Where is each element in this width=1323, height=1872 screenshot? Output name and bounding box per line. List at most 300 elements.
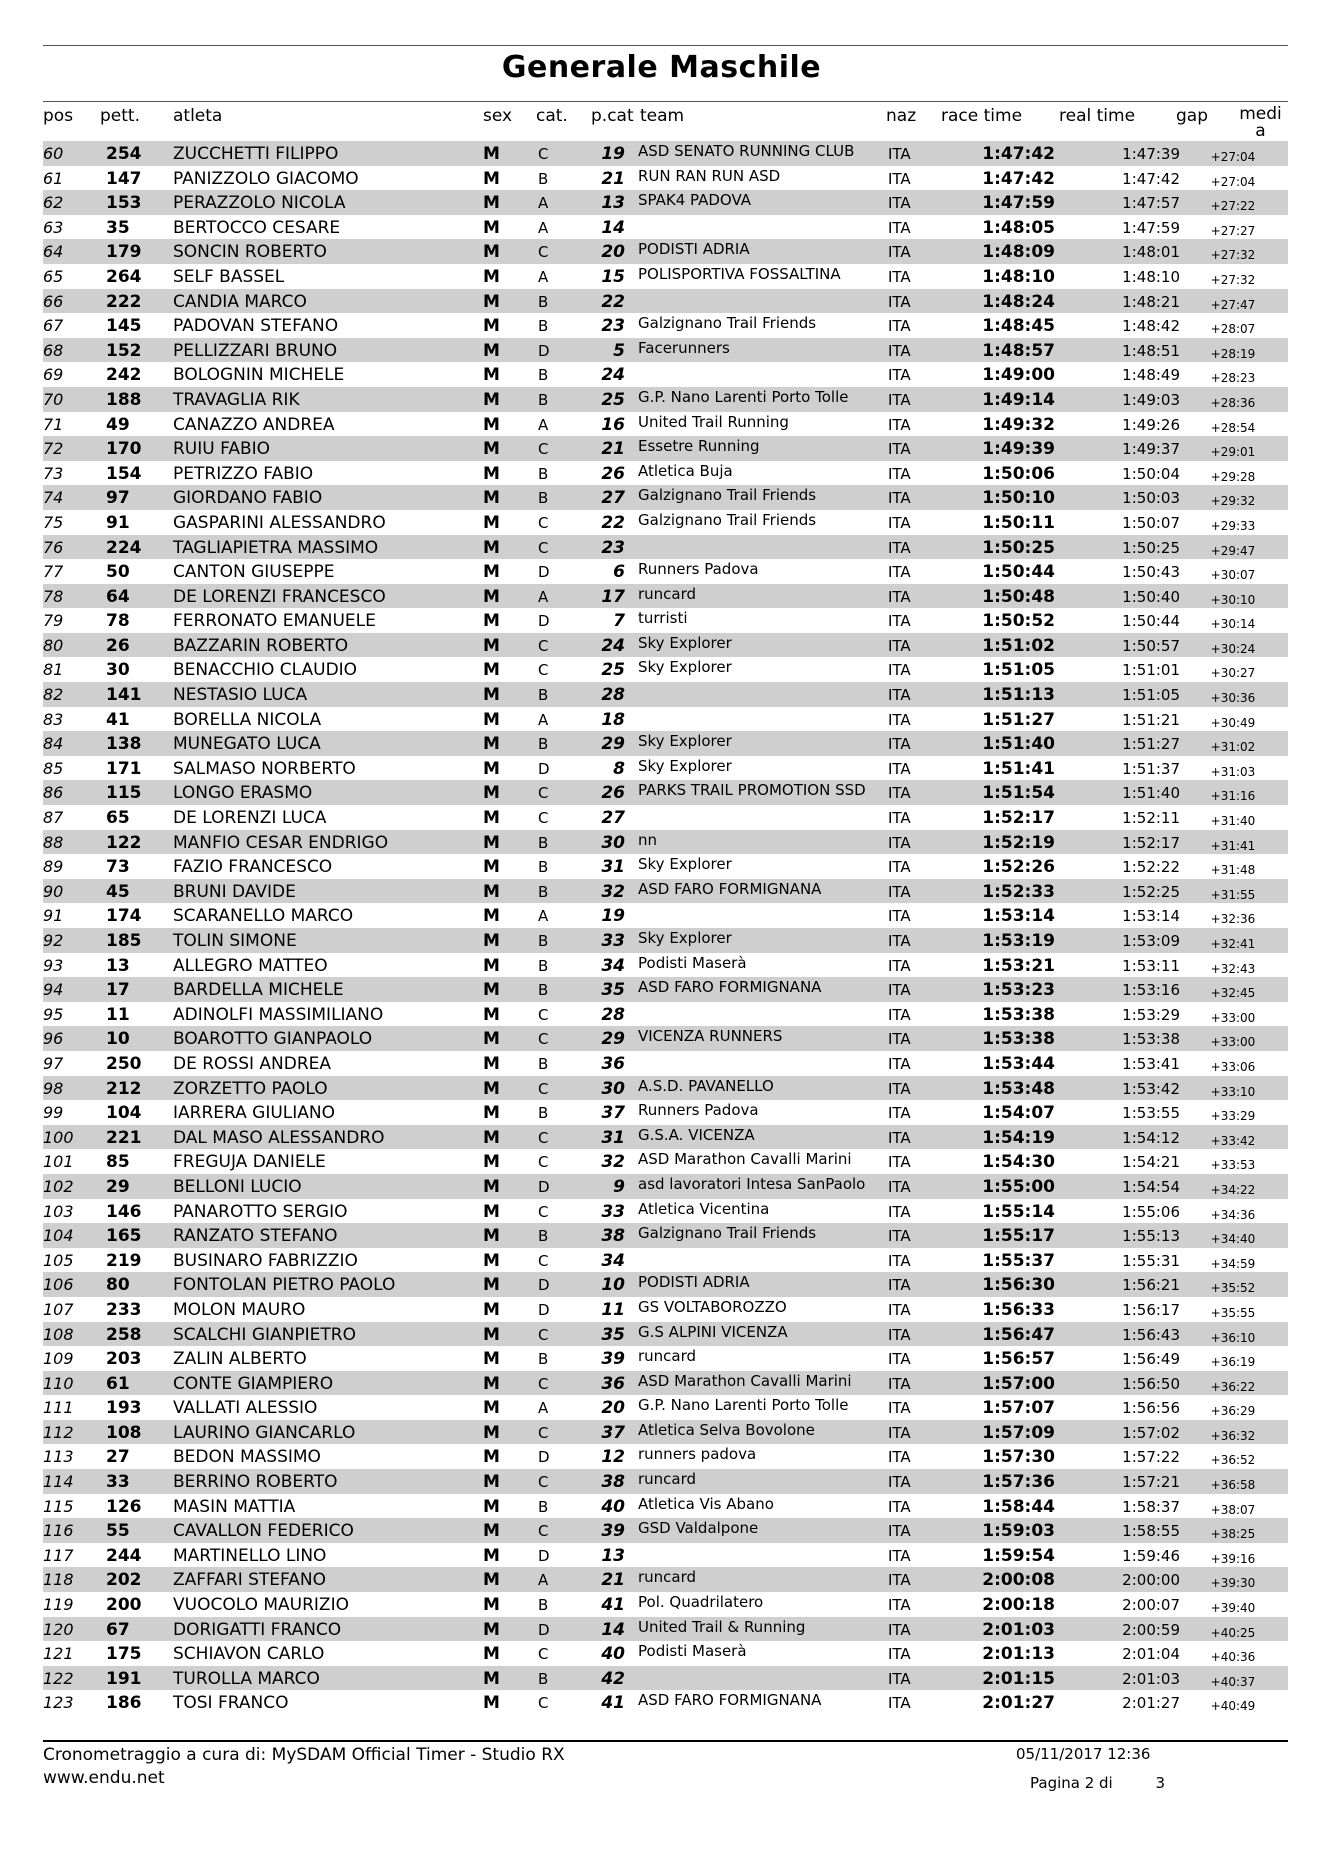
cell-pos: 71 — [43, 414, 64, 434]
cell-atleta: MANFIO CESAR ENDRIGO — [173, 832, 389, 853]
cell-pcat: 16 — [601, 414, 625, 435]
cell-cat: D — [538, 759, 550, 778]
cell-gap: +32:45 — [1210, 986, 1256, 1001]
cell-team: Podisti Maserà — [638, 953, 747, 972]
cell-gap: +29:01 — [1210, 445, 1256, 460]
cell-naz: ITA — [888, 1325, 911, 1344]
cell-gap: +32:36 — [1210, 912, 1256, 927]
cell-cat: C — [538, 1423, 549, 1442]
cell-race-time: 1:50:11 — [982, 512, 1055, 533]
cell-pett: 146 — [106, 1201, 142, 1222]
cell-pett: 203 — [106, 1349, 142, 1370]
cell-pos: 76 — [43, 537, 64, 557]
cell-cat: D — [538, 1620, 550, 1639]
cell-gap: +27:04 — [1210, 150, 1256, 164]
cell-pcat: 7 — [613, 611, 625, 632]
cell-pett: 200 — [106, 1595, 142, 1616]
table-row — [43, 1076, 1288, 1101]
cell-pos: 91 — [43, 906, 64, 926]
cell-pett: 191 — [106, 1668, 142, 1689]
cell-pos: 81 — [43, 660, 64, 680]
cell-real-time: 1:50:40 — [1122, 587, 1180, 606]
cell-sex: M — [483, 1176, 500, 1197]
table-row — [43, 1248, 1288, 1273]
cell-cat: C — [538, 1202, 549, 1221]
cell-team: Atletica Vis Abano — [638, 1494, 774, 1513]
cell-race-time: 2:01:03 — [982, 1619, 1055, 1640]
cell-pett: 26 — [106, 635, 130, 656]
cell-pcat: 33 — [601, 931, 625, 951]
cell-race-time: 1:47:42 — [982, 168, 1055, 189]
cell-race-time: 1:53:21 — [982, 955, 1055, 976]
cell-sex: M — [483, 562, 500, 583]
table-row — [43, 313, 1288, 338]
cell-naz: ITA — [888, 1645, 911, 1664]
cell-naz: ITA — [888, 932, 911, 950]
cell-pcat: 22 — [601, 291, 625, 312]
cell-cat: C — [538, 1153, 549, 1172]
cell-team: Galzignano Trail Friends — [638, 486, 817, 505]
cell-pett: 29 — [106, 1176, 130, 1197]
cell-naz: ITA — [888, 1177, 911, 1196]
cell-sex: M — [483, 1472, 500, 1493]
cell-pett: 153 — [106, 193, 142, 214]
cell-race-time: 1:59:03 — [982, 1521, 1055, 1542]
table-row — [43, 1002, 1288, 1027]
header-atleta: atleta — [173, 106, 223, 126]
cell-cat: C — [538, 784, 549, 803]
table-row — [43, 1026, 1288, 1051]
cell-atleta: SELF BASSEL — [173, 266, 285, 287]
cell-pos: 74 — [43, 488, 64, 508]
cell-race-time: 1:49:00 — [982, 365, 1055, 386]
cell-pos: 79 — [43, 611, 64, 631]
cell-pcat: 21 — [601, 1570, 625, 1591]
cell-pett: 65 — [106, 808, 130, 829]
table-row — [43, 879, 1288, 904]
cell-race-time: 1:58:44 — [982, 1496, 1055, 1517]
cell-gap: +36:19 — [1210, 1355, 1256, 1370]
cell-gap: +36:52 — [1210, 1453, 1256, 1468]
table-row — [43, 1149, 1288, 1174]
cell-sex: M — [483, 1570, 500, 1591]
cell-atleta: PANAROTTO SERGIO — [173, 1201, 348, 1222]
cell-real-time: 1:51:40 — [1122, 784, 1180, 803]
cell-team: PODISTI ADRIA — [638, 240, 750, 259]
cell-atleta: PELLIZZARI BRUNO — [173, 340, 338, 361]
cell-naz: ITA — [888, 1473, 911, 1492]
cell-sex: M — [483, 168, 500, 189]
cell-gap: +36:58 — [1210, 1478, 1256, 1493]
cell-real-time: 1:53:09 — [1122, 932, 1180, 950]
cell-pos: 104 — [43, 1226, 74, 1246]
cell-pcat: 35 — [601, 1324, 625, 1345]
cell-sex: M — [483, 1521, 500, 1542]
cell-pett: 175 — [106, 1644, 142, 1665]
cell-pos: 67 — [43, 316, 64, 336]
cell-pcat: 23 — [601, 537, 625, 558]
cell-gap: +34:22 — [1210, 1182, 1256, 1197]
cell-atleta: ADINOLFI MASSIMILIANO — [173, 1004, 384, 1025]
cell-team: Sky Explorer — [638, 732, 732, 751]
cell-atleta: DE ROSSI ANDREA — [173, 1053, 332, 1074]
cell-cat: C — [538, 1005, 549, 1024]
cell-naz: ITA — [888, 981, 911, 1000]
cell-cat: B — [538, 1104, 549, 1123]
cell-cat: C — [538, 243, 549, 262]
cell-pos: 102 — [43, 1176, 74, 1196]
cell-real-time: 1:57:22 — [1122, 1448, 1180, 1467]
cell-pcat: 42 — [601, 1668, 625, 1689]
cell-team: Galzignano Trail Friends — [638, 314, 817, 333]
cell-real-time: 1:49:26 — [1122, 415, 1180, 434]
cell-sex: M — [483, 1324, 500, 1345]
cell-pcat: 38 — [601, 1226, 625, 1247]
cell-naz: ITA — [888, 735, 911, 754]
cell-atleta: VUOCOLO MAURIZIO — [173, 1595, 349, 1616]
cell-pett: 152 — [106, 340, 142, 361]
cell-cat: C — [538, 1374, 549, 1393]
cell-gap: +27:32 — [1210, 272, 1256, 287]
cell-real-time: 1:50:43 — [1122, 563, 1180, 582]
cell-team: Atletica Vicentina — [638, 1199, 770, 1218]
cell-gap: +31:55 — [1210, 887, 1256, 902]
cell-team: Podisti Maserà — [638, 1642, 747, 1661]
cell-pett: 85 — [106, 1152, 130, 1173]
cell-real-time: 1:48:49 — [1122, 366, 1180, 385]
cell-naz: ITA — [888, 1202, 911, 1221]
header-team: team — [640, 106, 685, 126]
cell-cat: C — [538, 1645, 549, 1664]
cell-naz: ITA — [888, 1104, 911, 1123]
cell-pos: 88 — [43, 832, 64, 852]
cell-real-time: 1:56:56 — [1122, 1399, 1180, 1418]
cell-atleta: GIORDANO FABIO — [173, 488, 323, 509]
cell-gap: +28:36 — [1210, 395, 1256, 410]
cell-race-time: 1:56:47 — [982, 1324, 1055, 1345]
cell-real-time: 2:01:27 — [1122, 1694, 1180, 1713]
cell-pett: 170 — [106, 439, 142, 460]
cell-pett: 202 — [106, 1570, 142, 1591]
cell-pos: 111 — [43, 1398, 74, 1418]
cell-race-time: 1:51:05 — [982, 660, 1055, 681]
cell-team: United Trail Running — [638, 412, 789, 431]
cell-team: asd lavoratori Intesa SanPaolo — [638, 1174, 866, 1193]
cell-cat: B — [538, 464, 549, 483]
header-media: medi a — [1239, 104, 1282, 141]
cell-real-time: 1:47:59 — [1122, 218, 1180, 237]
cell-sex: M — [483, 1053, 500, 1074]
header-cat: cat. — [536, 106, 568, 126]
cell-gap: +28:54 — [1210, 420, 1256, 435]
cell-real-time: 1:55:31 — [1122, 1251, 1180, 1270]
cell-team: Facerunners — [638, 338, 730, 357]
cell-sex: M — [483, 1398, 500, 1419]
cell-atleta: ZALIN ALBERTO — [173, 1349, 307, 1370]
cell-cat: C — [538, 1473, 549, 1492]
cell-real-time: 1:54:54 — [1122, 1177, 1180, 1196]
cell-cat: B — [538, 735, 549, 754]
cell-atleta: SCARANELLO MARCO — [173, 906, 354, 927]
cell-pcat: 37 — [601, 1103, 625, 1124]
cell-pcat: 30 — [601, 832, 625, 853]
cell-pos: 63 — [43, 217, 64, 237]
footer-page — [1030, 1774, 1165, 1792]
cell-real-time: 1:54:21 — [1122, 1153, 1180, 1172]
table-row — [43, 510, 1288, 535]
cell-gap: +33:06 — [1210, 1059, 1256, 1074]
cell-pett: 224 — [106, 537, 142, 558]
cell-real-time: 1:56:17 — [1122, 1300, 1180, 1319]
table-row — [43, 1617, 1288, 1642]
cell-pett: 145 — [106, 316, 142, 337]
cell-pos: 62 — [43, 193, 64, 213]
cell-pett: 11 — [106, 1004, 130, 1025]
cell-real-time: 1:52:25 — [1122, 882, 1180, 901]
cell-atleta: BOLOGNIN MICHELE — [173, 365, 345, 386]
cell-real-time: 1:48:10 — [1122, 267, 1180, 286]
cell-pos: 112 — [43, 1422, 74, 1442]
cell-real-time: 1:47:39 — [1122, 145, 1180, 163]
cell-pett: 97 — [106, 488, 130, 509]
cell-pos: 68 — [43, 340, 64, 360]
cell-sex: M — [483, 144, 500, 164]
cell-pos: 120 — [43, 1619, 74, 1639]
cell-race-time: 2:00:18 — [982, 1595, 1055, 1616]
cell-gap: +32:41 — [1210, 937, 1256, 951]
cell-pcat: 41 — [601, 1693, 625, 1714]
cell-pos: 90 — [43, 881, 64, 901]
cell-atleta: ZORZETTO PAOLO — [173, 1078, 328, 1099]
cell-gap: +27:04 — [1210, 174, 1256, 189]
cell-real-time: 2:01:03 — [1122, 1669, 1180, 1688]
cell-pett: 104 — [106, 1103, 142, 1124]
cell-sex: M — [483, 389, 500, 410]
cell-race-time: 2:00:08 — [982, 1570, 1055, 1591]
cell-naz: ITA — [888, 415, 911, 434]
table-row — [43, 1223, 1288, 1248]
cell-pos: 85 — [43, 758, 64, 778]
cell-naz: ITA — [888, 1005, 911, 1024]
cell-team: runcard — [638, 584, 697, 603]
cell-team: ASD FARO FORMIGNANA — [638, 978, 822, 997]
cell-pett: 165 — [106, 1226, 142, 1247]
cell-pos: 99 — [43, 1103, 64, 1123]
cell-sex: M — [483, 906, 500, 927]
cell-pcat: 30 — [601, 1078, 625, 1099]
table-row — [43, 830, 1288, 855]
cell-sex: M — [483, 734, 500, 755]
cell-cat: B — [538, 317, 549, 336]
footer-credit: Cronometraggio a cura di: MySDAM Official Timer - Studio RX — [43, 1745, 565, 1765]
cell-gap: +39:16 — [1210, 1551, 1256, 1566]
cell-sex: M — [483, 1201, 500, 1222]
cell-real-time: 1:50:03 — [1122, 489, 1180, 508]
cell-cat: C — [538, 1325, 549, 1344]
table-row — [43, 1592, 1288, 1617]
cell-pcat: 39 — [601, 1349, 625, 1370]
cell-pcat: 24 — [601, 635, 625, 656]
cell-pcat: 17 — [601, 586, 625, 607]
cell-race-time: 1:52:17 — [982, 808, 1055, 829]
cell-cat: C — [538, 809, 549, 828]
cell-pcat: 5 — [613, 340, 625, 361]
cell-pett: 30 — [106, 660, 130, 681]
cell-race-time: 2:01:27 — [982, 1693, 1055, 1714]
cell-real-time: 1:51:37 — [1122, 759, 1180, 778]
cell-pett: 80 — [106, 1275, 130, 1296]
cell-real-time: 1:59:46 — [1122, 1546, 1180, 1565]
cell-real-time: 1:56:50 — [1122, 1374, 1180, 1393]
table-row — [43, 953, 1288, 978]
cell-naz: ITA — [888, 1251, 911, 1270]
cell-gap: +33:10 — [1210, 1084, 1256, 1099]
cell-pett: 174 — [106, 906, 142, 927]
cell-race-time: 1:55:14 — [982, 1201, 1055, 1222]
cell-atleta: FERRONATO EMANUELE — [173, 611, 376, 632]
cell-race-time: 1:55:17 — [982, 1226, 1055, 1247]
cell-pett: 27 — [106, 1447, 130, 1468]
cell-real-time: 1:58:55 — [1122, 1522, 1180, 1541]
cell-cat: C — [538, 513, 549, 532]
cell-naz: ITA — [888, 907, 911, 926]
cell-pos: 119 — [43, 1595, 74, 1615]
table-row — [43, 805, 1288, 830]
cell-atleta: PADOVAN STEFANO — [173, 316, 339, 337]
cell-gap: +27:32 — [1210, 248, 1256, 263]
cell-atleta: GASPARINI ALESSANDRO — [173, 512, 386, 533]
cell-cat: A — [538, 710, 549, 729]
cell-sex: M — [483, 193, 500, 214]
cell-pcat: 32 — [601, 1152, 625, 1173]
cell-naz: ITA — [888, 489, 911, 508]
cell-sex: M — [483, 931, 500, 951]
cell-atleta: MASIN MATTIA — [173, 1496, 296, 1517]
cell-real-time: 1:48:21 — [1122, 292, 1180, 311]
cell-team: GS VOLTABOROZZO — [638, 1297, 787, 1316]
cell-atleta: CANDIA MARCO — [173, 291, 307, 312]
cell-race-time: 1:53:19 — [982, 931, 1055, 951]
cell-atleta: ZAFFARI STEFANO — [173, 1570, 326, 1591]
cell-sex: M — [483, 1693, 500, 1714]
cell-pos: 70 — [43, 389, 64, 409]
cell-sex: M — [483, 1275, 500, 1296]
cell-gap: +33:29 — [1210, 1109, 1256, 1124]
table-row — [43, 854, 1288, 879]
cell-pos: 101 — [43, 1152, 74, 1172]
cell-pos: 114 — [43, 1472, 74, 1492]
cell-race-time: 1:55:00 — [982, 1176, 1055, 1197]
cell-pcat: 26 — [601, 463, 625, 484]
cell-cat: A — [538, 267, 549, 286]
cell-cat: C — [538, 1694, 549, 1713]
cell-pcat: 31 — [601, 857, 625, 878]
cell-gap: +30:10 — [1210, 592, 1256, 607]
cell-race-time: 1:53:14 — [982, 906, 1055, 927]
cell-cat: B — [538, 292, 549, 311]
cell-pcat: 21 — [601, 168, 625, 189]
cell-sex: M — [483, 1226, 500, 1247]
cell-atleta: SALMASO NORBERTO — [173, 758, 356, 779]
cell-pett: 179 — [106, 242, 142, 263]
cell-gap: +34:59 — [1210, 1256, 1256, 1271]
cell-pos: 123 — [43, 1693, 74, 1713]
cell-team: United Trail & Running — [638, 1617, 806, 1636]
cell-naz: ITA — [888, 218, 911, 237]
cell-pos: 95 — [43, 1004, 64, 1024]
cell-naz: ITA — [888, 1694, 911, 1713]
cell-gap: +35:55 — [1210, 1305, 1256, 1320]
header-real-time: real time — [1059, 106, 1136, 126]
cell-pcat: 29 — [601, 734, 625, 755]
cell-pett: 61 — [106, 1373, 130, 1394]
cell-pcat: 13 — [601, 193, 625, 214]
cell-pett: 64 — [106, 586, 130, 607]
cell-pos: 108 — [43, 1324, 74, 1344]
cell-naz: ITA — [888, 1571, 911, 1590]
cell-gap: +38:25 — [1210, 1527, 1256, 1542]
cell-pcat: 20 — [601, 242, 625, 263]
cell-race-time: 1:50:44 — [982, 562, 1055, 583]
cell-sex: M — [483, 586, 500, 607]
cell-pos: 72 — [43, 439, 64, 459]
cell-pcat: 15 — [601, 266, 625, 287]
cell-team: Runners Padova — [638, 560, 759, 579]
cell-atleta: SONCIN ROBERTO — [173, 242, 327, 263]
cell-pos: 84 — [43, 734, 64, 754]
cell-cat: C — [538, 661, 549, 680]
cell-real-time: 1:53:11 — [1122, 956, 1180, 975]
cell-pett: 10 — [106, 1029, 130, 1050]
cell-real-time: 2:01:04 — [1122, 1645, 1180, 1664]
cell-pos: 113 — [43, 1447, 74, 1467]
cell-pos: 106 — [43, 1275, 74, 1295]
cell-pcat: 21 — [601, 439, 625, 460]
cell-naz: ITA — [888, 1153, 911, 1172]
header-rule — [43, 101, 1288, 102]
cell-sex: M — [483, 488, 500, 509]
table-row — [43, 1543, 1288, 1568]
cell-sex: M — [483, 1595, 500, 1616]
cell-team: ASD FARO FORMIGNANA — [638, 1691, 822, 1710]
cell-race-time: 1:49:39 — [982, 439, 1055, 460]
cell-sex: M — [483, 1004, 500, 1025]
cell-atleta: TAGLIAPIETRA MASSIMO — [173, 537, 379, 558]
cell-atleta: RUIU FABIO — [173, 439, 271, 460]
cell-naz: ITA — [888, 858, 911, 877]
cell-gap: +29:47 — [1210, 543, 1256, 558]
results-table — [43, 141, 1288, 1715]
cell-atleta: DAL MASO ALESSANDRO — [173, 1127, 385, 1148]
cell-pcat: 14 — [601, 217, 625, 238]
cell-real-time: 1:49:03 — [1122, 390, 1180, 409]
cell-cat: C — [538, 145, 549, 163]
cell-sex: M — [483, 1103, 500, 1124]
cell-race-time: 1:49:32 — [982, 414, 1055, 435]
table-row — [43, 682, 1288, 707]
cell-pett: 50 — [106, 562, 130, 583]
footer-url[interactable]: www.endu.net — [43, 1768, 165, 1788]
cell-race-time: 1:51:40 — [982, 734, 1055, 755]
cell-team: Pol. Quadrilatero — [638, 1593, 764, 1612]
cell-pos: 92 — [43, 931, 64, 950]
cell-cat: B — [538, 956, 549, 975]
cell-pcat: 31 — [601, 1127, 625, 1148]
cell-pcat: 36 — [601, 1053, 625, 1074]
table-row — [43, 289, 1288, 314]
cell-gap: +40:25 — [1210, 1625, 1256, 1640]
cell-naz: ITA — [888, 366, 911, 385]
